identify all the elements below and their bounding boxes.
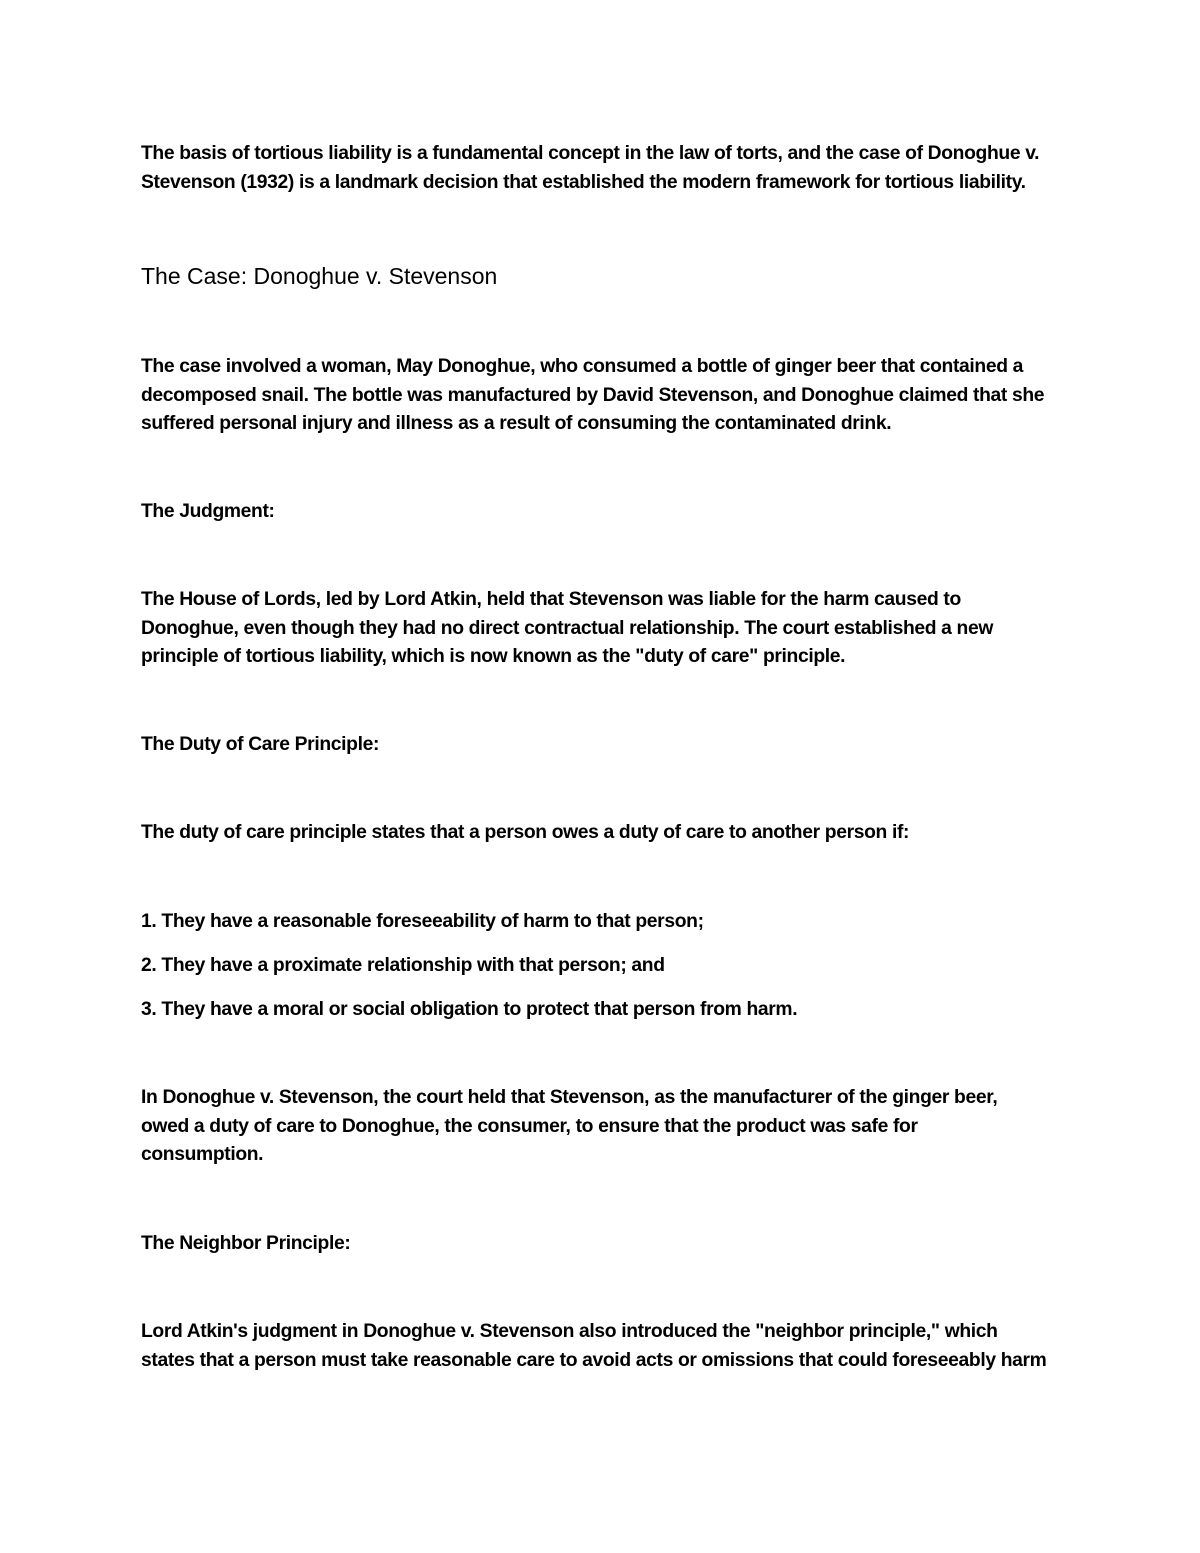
duty-list-item-2: 2. They have a proximate relationship with that person; and xyxy=(141,955,665,976)
judgment-line-1: The House of Lords, led by Lord Atkin, held that Stevenson was liable for the harm caused to xyxy=(141,589,961,610)
neighbor-heading: The Neighbor Principle: xyxy=(141,1233,351,1254)
duty-list-item-1: 1. They have a reasonable foreseeability of harm to that person; xyxy=(141,911,704,932)
intro-line-2: Stevenson (1932) is a landmark decision that established the modern framework for tortious liability. xyxy=(141,171,1026,193)
duty-paragraph: The duty of care principle states that a person owes a duty of care to another person if: xyxy=(141,822,910,843)
judgment-paragraph xyxy=(141,586,1066,672)
intro-line-1: The basis of tortious liability is a fundamental concept in the law of torts, and the case of Donoghue v. xyxy=(141,143,1040,164)
judgment-line-2: Donoghue, even though they had no direct contractual relationship. The court established a new xyxy=(141,617,994,639)
case-heading: The Case: Donoghue v. Stevenson xyxy=(141,263,498,289)
case-paragraph xyxy=(141,353,1066,439)
case-line-2: decomposed snail. The bottle was manufactured by David Stevenson, and Donoghue claimed that she xyxy=(141,384,1045,406)
judgment-heading: The Judgment: xyxy=(141,501,275,522)
duty-list-item-3: 3. They have a moral or social obligation to protect that person from harm. xyxy=(141,999,798,1020)
application-line-1: In Donoghue v. Stevenson, the court held that Stevenson, as the manufacturer of the ginger beer, xyxy=(141,1087,998,1108)
duty-heading: The Duty of Care Principle: xyxy=(141,734,380,755)
neighbor-paragraph xyxy=(141,1318,1066,1375)
intro-paragraph xyxy=(141,140,1066,197)
neighbor-line-2: states that a person must take reasonable care to avoid acts or omissions that could foreseeably harm xyxy=(141,1349,1047,1371)
application-paragraph xyxy=(141,1084,1066,1170)
application-line-2: owed a duty of care to Donoghue, the consumer, to ensure that the product was safe for xyxy=(141,1115,918,1137)
judgment-line-3: principle of tortious liability, which is now known as the "duty of care" principle. xyxy=(141,646,846,667)
case-line-1: The case involved a woman, May Donoghue, who consumed a bottle of ginger beer that contained a xyxy=(141,356,1024,377)
application-line-3: consumption. xyxy=(141,1144,264,1165)
case-line-3: suffered personal injury and illness as a result of consuming the contaminated drink. xyxy=(141,413,892,434)
neighbor-line-1: Lord Atkin's judgment in Donoghue v. Stevenson also introduced the "neighbor principle," which xyxy=(141,1321,998,1342)
